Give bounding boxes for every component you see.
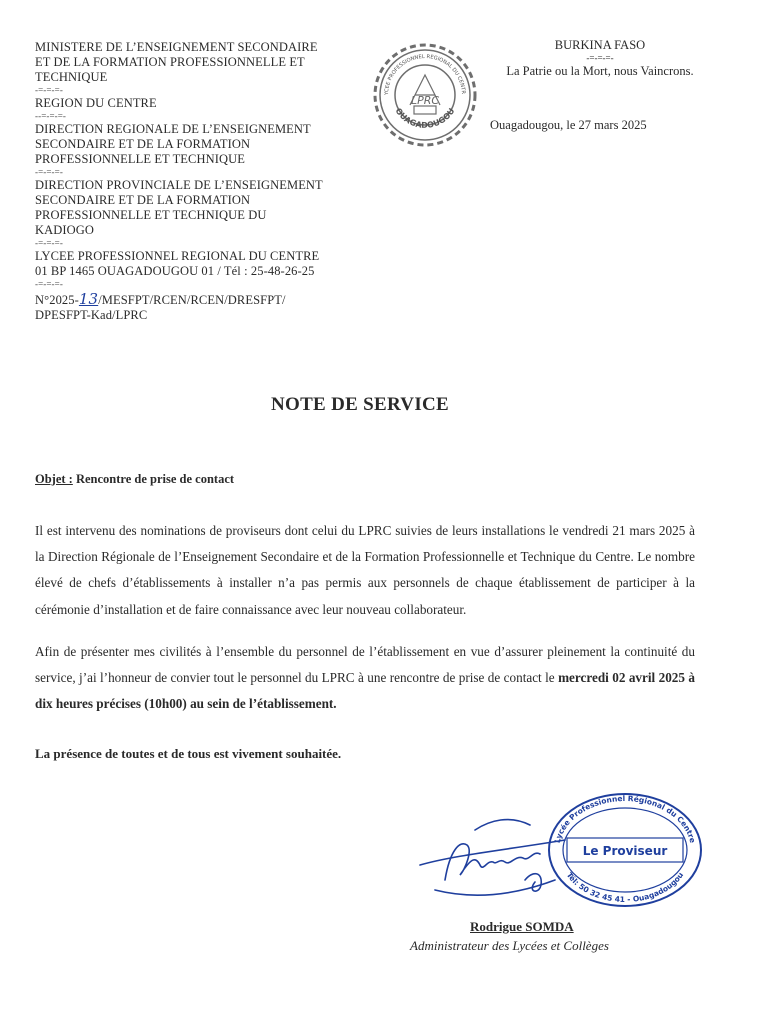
direction-provinciale-line-3: PROFESSIONNELLE ET TECHNIQUE DU <box>35 208 267 222</box>
body-paragraph-1: Il est intervenu des nominations de proviseurs dont celui du LPRC suivies de leurs installations le vendredi 21 mars 2025 à la Direction Régionale de l’Enseignement Secondaire et de la Formation Professionnelle et Technique du Centre. Le nombre élevé de chefs d’établissements à installer n’a pas permis aux personnels de chaque établissement de participer à la cérémonie d’installation et de faire connaissance avec leur nouveau collaborateur. <box>35 523 695 617</box>
gear-seal-icon <box>370 40 480 150</box>
reference-number <box>35 292 375 308</box>
direction-provinciale-line-2: SECONDAIRE ET DE LA FORMATION <box>35 193 251 207</box>
signatory-name: Rodrigue SOMDA <box>470 919 574 934</box>
country-name: BURKINA FASO <box>554 38 646 52</box>
seal-ring-bottom-text: OUAGADOUGOU <box>393 106 457 130</box>
direction-provinciale-line-1: DIRECTION PROVINCIALE DE L’ENSEIGNEMENT <box>35 178 323 192</box>
subject-text: Rencontre de prise de contact <box>72 472 235 486</box>
national-motto: La Patrie ou la Mort, nous Vaincrons. <box>506 64 694 78</box>
reference-handwritten-number: 13 <box>78 290 99 308</box>
seal-ring-top-text: YCEE PROFESSIONNEL REGIONAL DU CENTR <box>383 53 467 96</box>
separator: -=-=-=- <box>35 167 63 177</box>
separator: -=-=-=- <box>586 53 614 63</box>
separator: -=-=-=- <box>35 238 63 248</box>
separator: --=-=-=- <box>35 111 67 121</box>
separator: -=-=-=- <box>35 279 63 289</box>
ministry-line-3: TECHNIQUE <box>35 70 108 84</box>
reference-suffix: /MESFPT/RCEN/RCEN/DRESFPT/ <box>98 293 286 307</box>
stamp-center-text: Le Proviseur <box>582 844 668 858</box>
header-right <box>480 38 720 79</box>
stamp-ring-top-text: Lycée Professionnel Régional du Centre <box>552 793 698 844</box>
reference-prefix: N°2025- <box>35 293 79 307</box>
direction-regionale-line-2: SECONDAIRE ET DE LA FORMATION <box>35 137 251 151</box>
closing-sentence: La présence de toutes et de tous est vivement souhaitée. <box>35 746 342 761</box>
body-paragraph-2 <box>35 639 695 718</box>
subject-line <box>35 472 234 487</box>
subject-label: Objet : <box>35 472 73 486</box>
direction-regionale-line-1: DIRECTION REGIONALE DE L’ENSEIGNEMENT <box>35 122 311 136</box>
seal-center-text: LPRC <box>410 94 440 107</box>
separator: -=-=-=- <box>35 85 63 95</box>
signatory-title: Administrateur des Lycées et Collèges <box>410 938 609 953</box>
region-name: REGION DU CENTRE <box>35 96 157 110</box>
document-body <box>35 518 695 733</box>
meeting-datetime: mercredi 02 avril 2025 à dix heures précises (10h00) au sein de l’établissement. <box>35 670 695 712</box>
lycee-name: LYCEE PROFESSIONNEL REGIONAL DU CENTRE <box>35 249 320 263</box>
ministry-line-2: ET DE LA FORMATION PROFESSIONNELLE ET <box>35 55 305 69</box>
document-title: NOTE DE SERVICE <box>270 394 450 415</box>
stamp-ring-bottom-text: Tél: 50 32 45 41 - Ouagadougou <box>564 870 686 905</box>
reference-line-2: DPESFPT-Kad/LPRC <box>35 308 148 322</box>
signature-icon <box>415 810 585 910</box>
handwritten-signature <box>415 810 585 910</box>
body-paragraph-2-text: Afin de présenter mes civilités à l’ensemble du personnel de l’établissement en vue d’assurer pleinement la continuité du service, j’ai l’honneur de convier tout le personnel du LPRC à une rencontre de prise de contact le <box>35 643 695 686</box>
document-date: Ouagadougou, le 27 mars 2025 <box>490 118 647 132</box>
direction-regionale-line-3: PROFESSIONNELLE ET TECHNIQUE <box>35 152 245 166</box>
header-left <box>35 40 375 323</box>
lprc-seal-logo <box>370 40 480 150</box>
ministry-line-1: MINISTERE DE L’ENSEIGNEMENT SECONDAIRE <box>35 40 318 54</box>
lycee-address: 01 BP 1465 OUAGADOUGOU 01 / Tél : 25-48-26-25 <box>35 264 315 278</box>
direction-provinciale-line-4: KADIOGO <box>35 223 95 237</box>
